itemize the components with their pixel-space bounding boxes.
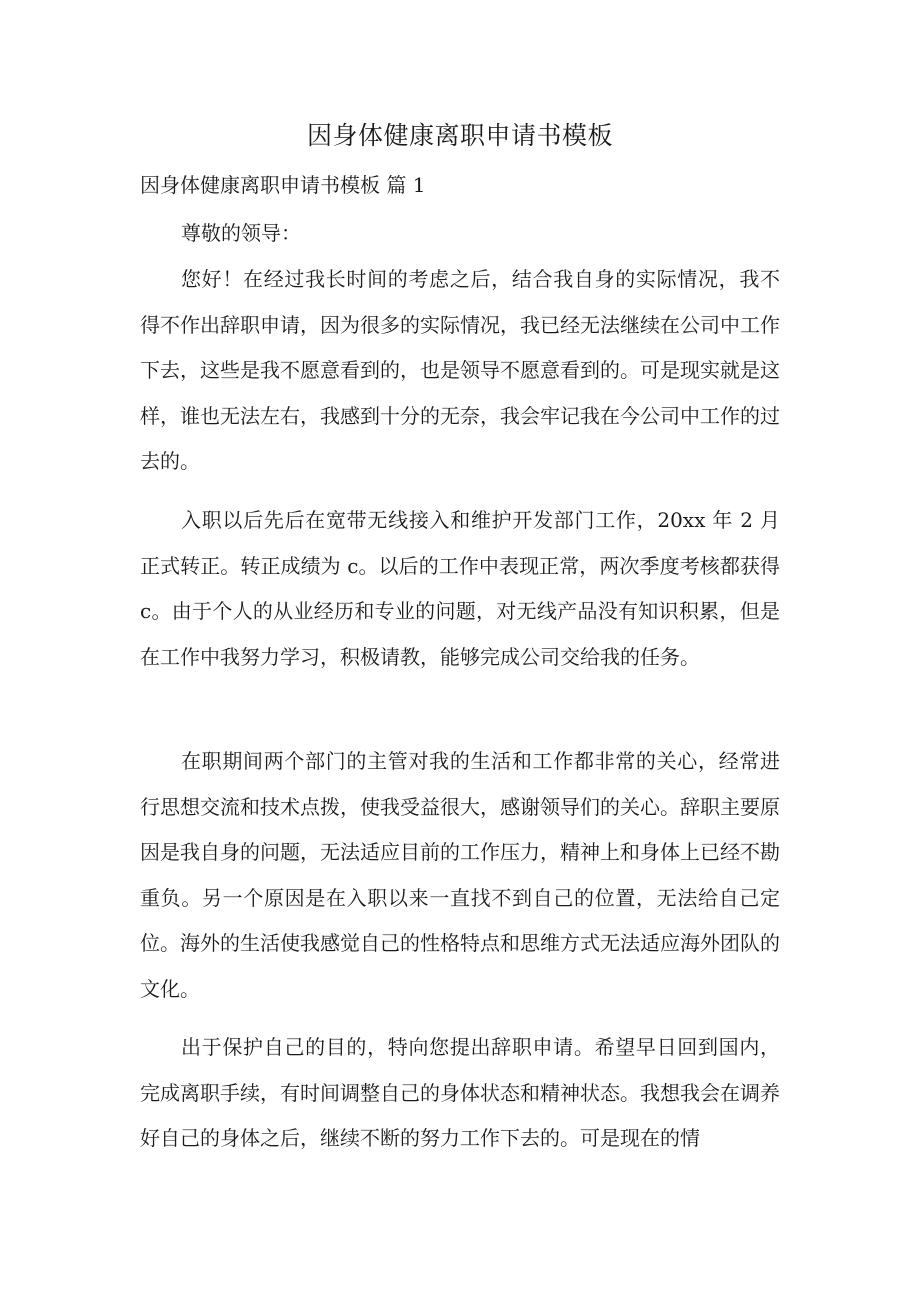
paragraph-4: 出于保护自己的目的，特向您提出辞职申请。希望早日回到国内，完成离职手续，有时间调整自己的身体状态和精神状态。我想我会在调养好自己的身体之后，继续不断的努力工作下去的。可是现在的情: [140, 1035, 780, 1150]
paragraph-3: 在职期间两个部门的主管对我的生活和工作都非常的关心，经常进行思想交流和技术点拨，使我受益很大，感谢领导们的关心。辞职主要原因是我自身的问题，无法适应目前的工作压力，精神上和身体上已经不勘重负。另一个原因是在入职以来一直找不到自己的位置，无法给自己定位。海外的生活使我感觉自己的性格特点和思维方式无法适应海外团队的文化。: [140, 749, 780, 1001]
section-heading: 因身体健康离职申请书模板 篇 1: [140, 173, 426, 197]
paragraph-1: 您好！在经过我长时间的考虑之后，结合我自身的实际情况，我不得不作出辞职申请，因为很多的实际情况，我已经无法继续在公司中工作下去，这些是我不愿意看到的，也是领导不愿意看到的。可是现实就是这样，谁也无法左右，我感到十分的无奈，我会牢记我在今公司中工作的过去的。: [140, 267, 780, 473]
document-title: 因身体健康离职申请书模板: [306, 121, 613, 150]
paragraph-2: 入职以后先后在宽带无线接入和维护开发部门工作，20xx 年 2 月正式转正。转正成绩为 c。以后的工作中表现正常，两次季度考核都获得 c。由于个人的从业经历和专业的问题，对无线产品没有知识积累，但是在工作中我努力学习，积极请教，能够完成公司交给我的任务。: [140, 508, 780, 669]
salutation: 尊敬的领导：: [181, 221, 301, 245]
